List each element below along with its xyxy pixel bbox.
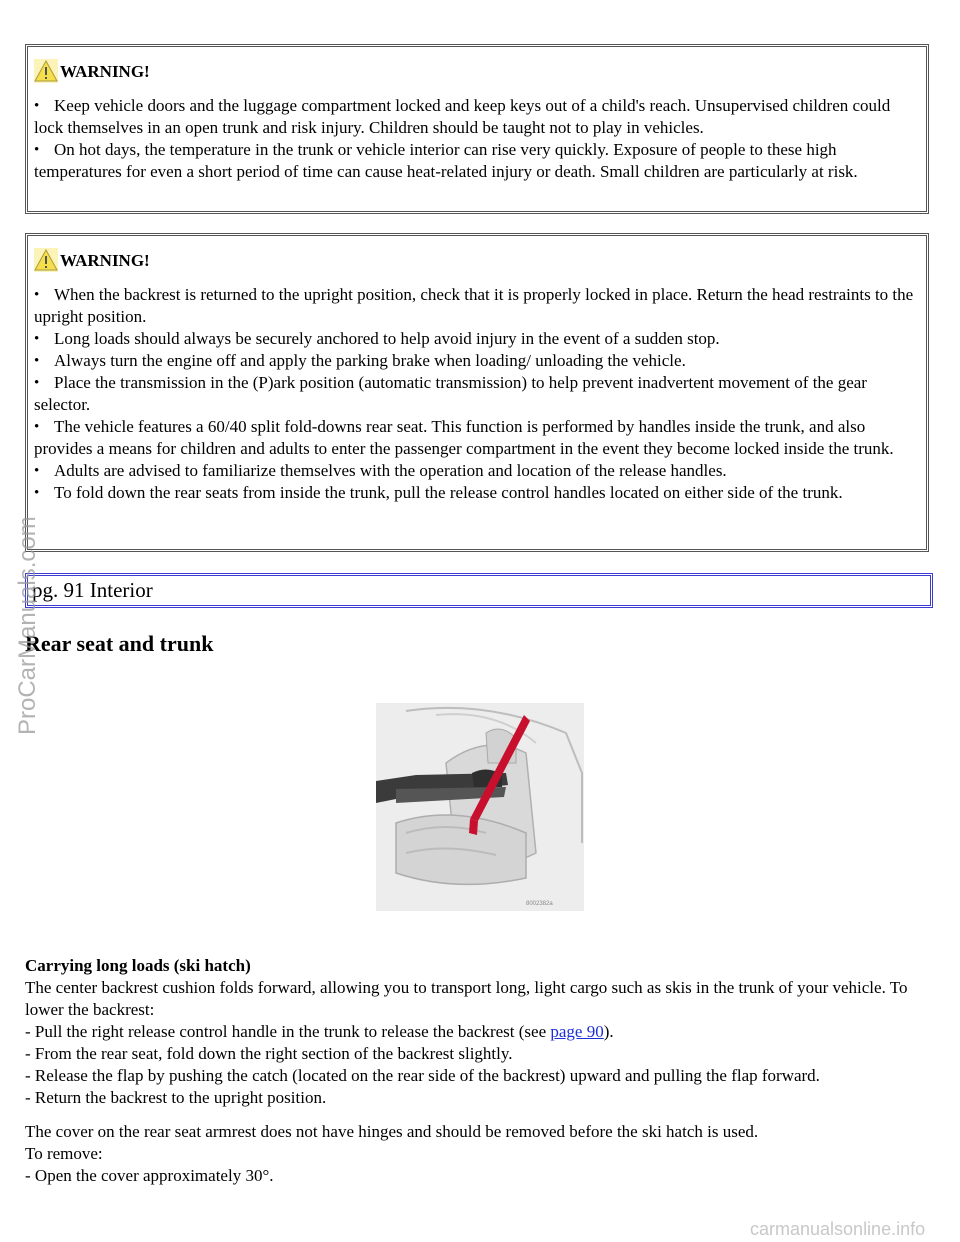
warning-item: • Place the transmission in the (P)ark position (automatic transmission) to help prevent inadvertent movement of the gear selector. [34,372,920,416]
page-header-bar: pg. 91 Interior [25,573,933,608]
step: - Release the flap by pushing the catch (located on the rear side of the backrest) upward and pulling the flap forward. [25,1066,820,1085]
body-content [25,955,935,1187]
step: - Return the backrest to the upright position. [25,1088,327,1107]
warning-list [34,95,920,183]
subheading: Carrying long loads (ski hatch) [25,956,251,975]
warning-item: • Long loads should always be securely anchored to help avoid injury in the event of a sudden stop. [34,328,920,350]
warning-item: • To fold down the rear seats from inside the trunk, pull the release control handles located on either side of the trunk. [34,482,920,504]
warning-item: • On hot days, the temperature in the trunk or vehicle interior can rise very quickly. Exposure of people to these high temperatures for even a short period of time can cause heat-related injury or death. Small children are particularly at risk. [34,139,920,183]
figure-code: 8002382a [526,901,553,907]
warning-item: • When the backrest is returned to the upright position, check that it is properly locked in place. Return the head restraints to the upright position. [34,284,920,328]
warning-title: WARNING! [60,62,150,81]
side-watermark-text: ProCarManuals.com [14,516,41,735]
step: - Pull the right release control handle in the trunk to release the backrest (see page 90). [25,1022,614,1041]
warning-box-2 [25,233,929,552]
warning-triangle-icon [34,59,58,83]
warning-item: • Always turn the engine off and apply the parking brake when loading/ unloading the vehicle. [34,350,920,372]
warning-header [34,240,920,272]
paragraph: The center backrest cushion folds forward, allowing you to transport long, light cargo such as skis in the trunk of your vehicle. To lower the backrest: [25,978,908,1019]
warning-item: • Keep vehicle doors and the luggage compartment locked and keep keys out of a child's reach. Unsupervised children could lock themselves in an open trunk and risk injury. Children should be taught not to play in vehicles. [34,95,920,139]
paragraph: The cover on the rear seat armrest does not have hinges and should be removed before the ski hatch is used. [25,1122,759,1141]
paragraph: To remove: [25,1144,103,1163]
warning-item: • Adults are advised to familiarize themselves with the operation and location of the release handles. [34,460,920,482]
warning-list [34,284,920,504]
bottom-watermark: carmanualsonline.info [750,1219,926,1239]
rear-seat-drawing [376,703,584,911]
rear-seat-illustration [376,703,584,911]
warning-box-1 [25,44,929,214]
side-watermark [5,470,45,740]
warning-title: WARNING! [60,251,150,270]
warning-header [34,51,920,83]
warning-triangle-icon [34,248,58,272]
page-90-link[interactable]: page 90 [550,1022,604,1041]
section-title: Rear seat and trunk [25,631,214,656]
step: - From the rear seat, fold down the right section of the backrest slightly. [25,1044,513,1063]
step: - Open the cover approximately 30°. [25,1166,274,1185]
warning-item: • The vehicle features a 60/40 split fold-downs rear seat. This function is performed by handles inside the trunk, and also provides a means for children and adults to enter the passenger compartment in the event they become locked inside the trunk. [34,416,920,460]
